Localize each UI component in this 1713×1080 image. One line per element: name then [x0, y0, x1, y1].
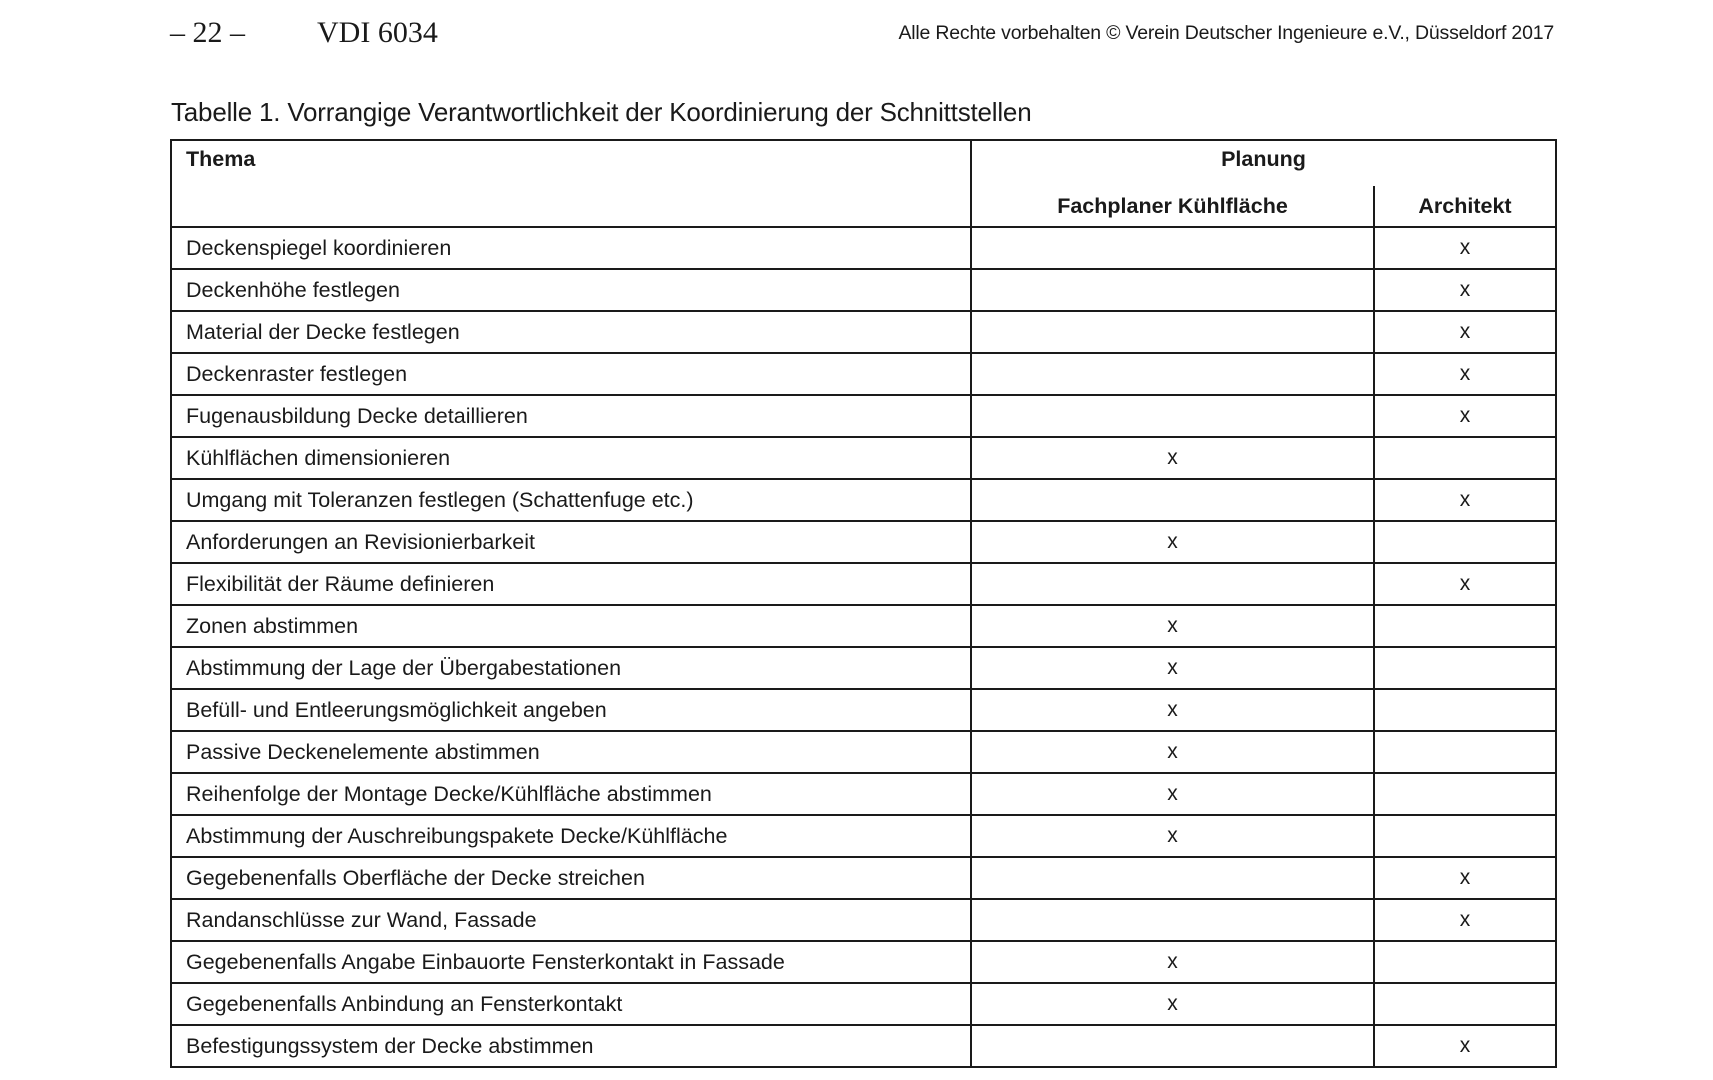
copyright-notice: Alle Rechte vorbehalten © Verein Deutscher Ingenieure e.V., Düsseldorf 2017: [898, 22, 1554, 44]
cell-thema: Deckenraster festlegen: [171, 353, 971, 395]
cell-thema: Umgang mit Toleranzen festlegen (Schattenfuge etc.): [171, 479, 971, 521]
cell-thema: Gegebenenfalls Anbindung an Fensterkontakt: [171, 983, 971, 1025]
table-row: [171, 605, 1556, 647]
table-row: [171, 479, 1556, 521]
table-row: [171, 269, 1556, 311]
cell-fachplaner-mark: [971, 899, 1374, 941]
cell-architekt-mark: [1374, 605, 1556, 647]
cell-architekt-mark: x: [1374, 857, 1556, 899]
table-row: [171, 437, 1556, 479]
cell-thema: Abstimmung der Auschreibungspakete Decke/Kühlfläche: [171, 815, 971, 857]
column-header-thema: Thema: [171, 140, 971, 227]
cell-thema: Reihenfolge der Montage Decke/Kühlfläche abstimmen: [171, 773, 971, 815]
table-row: [171, 521, 1556, 563]
table-row: [171, 353, 1556, 395]
cell-thema: Randanschlüsse zur Wand, Fassade: [171, 899, 971, 941]
cell-thema: Deckenspiegel koordinieren: [171, 227, 971, 269]
table-row: [171, 857, 1556, 899]
cell-architekt-mark: x: [1374, 311, 1556, 353]
cell-architekt-mark: [1374, 437, 1556, 479]
cell-architekt-mark: [1374, 983, 1556, 1025]
cell-architekt-mark: x: [1374, 269, 1556, 311]
cell-thema: Zonen abstimmen: [171, 605, 971, 647]
table-row: [171, 1025, 1556, 1067]
table-body: [171, 227, 1556, 1067]
table-row: [171, 563, 1556, 605]
cell-fachplaner-mark: [971, 227, 1374, 269]
table-row: [171, 983, 1556, 1025]
cell-architekt-mark: x: [1374, 353, 1556, 395]
table-caption: Tabelle 1. Vorrangige Verantwortlichkeit der Koordinierung der Schnittstellen: [171, 97, 1032, 127]
cell-fachplaner-mark: x: [971, 605, 1374, 647]
cell-thema: Anforderungen an Revisionierbarkeit: [171, 521, 971, 563]
cell-architekt-mark: x: [1374, 479, 1556, 521]
cell-architekt-mark: [1374, 731, 1556, 773]
cell-architekt-mark: [1374, 521, 1556, 563]
cell-architekt-mark: [1374, 815, 1556, 857]
cell-fachplaner-mark: [971, 353, 1374, 395]
cell-thema: Deckenhöhe festlegen: [171, 269, 971, 311]
cell-architekt-mark: x: [1374, 1025, 1556, 1067]
cell-architekt-mark: [1374, 689, 1556, 731]
column-header-architekt: Architekt: [1374, 186, 1556, 227]
cell-fachplaner-mark: x: [971, 731, 1374, 773]
cell-fachplaner-mark: x: [971, 437, 1374, 479]
cell-thema: Fugenausbildung Decke detaillieren: [171, 395, 971, 437]
cell-fachplaner-mark: x: [971, 773, 1374, 815]
cell-architekt-mark: x: [1374, 227, 1556, 269]
cell-thema: Kühlflächen dimensionieren: [171, 437, 971, 479]
table-row: [171, 815, 1556, 857]
cell-architekt-mark: x: [1374, 899, 1556, 941]
page-number: – 22 –: [170, 16, 245, 49]
cell-fachplaner-mark: [971, 395, 1374, 437]
cell-thema: Abstimmung der Lage der Übergabestationen: [171, 647, 971, 689]
table-row: [171, 899, 1556, 941]
cell-fachplaner-mark: x: [971, 983, 1374, 1025]
cell-thema: Passive Deckenelemente abstimmen: [171, 731, 971, 773]
cell-architekt-mark: [1374, 941, 1556, 983]
cell-thema: Flexibilität der Räume definieren: [171, 563, 971, 605]
cell-fachplaner-mark: [971, 857, 1374, 899]
cell-fachplaner-mark: [971, 311, 1374, 353]
table-row: [171, 731, 1556, 773]
cell-thema: Befestigungssystem der Decke abstimmen: [171, 1025, 971, 1067]
document-id: VDI 6034: [317, 16, 438, 49]
cell-fachplaner-mark: [971, 479, 1374, 521]
cell-thema: Befüll- und Entleerungsmöglichkeit angeben: [171, 689, 971, 731]
table-row: [171, 941, 1556, 983]
cell-thema: Gegebenenfalls Angabe Einbauorte Fensterkontakt in Fassade: [171, 941, 971, 983]
column-header-fachplaner: Fachplaner Kühlfläche: [971, 186, 1374, 227]
cell-fachplaner-mark: [971, 269, 1374, 311]
cell-thema: Material der Decke festlegen: [171, 311, 971, 353]
table-row: [171, 689, 1556, 731]
cell-fachplaner-mark: [971, 1025, 1374, 1067]
cell-architekt-mark: [1374, 773, 1556, 815]
cell-fachplaner-mark: x: [971, 815, 1374, 857]
cell-thema: Gegebenenfalls Oberfläche der Decke streichen: [171, 857, 971, 899]
table-row: [171, 647, 1556, 689]
cell-fachplaner-mark: x: [971, 689, 1374, 731]
table-row: [171, 395, 1556, 437]
cell-architekt-mark: [1374, 647, 1556, 689]
responsibility-table: [170, 139, 1557, 1068]
cell-architekt-mark: x: [1374, 563, 1556, 605]
cell-fachplaner-mark: x: [971, 941, 1374, 983]
cell-architekt-mark: x: [1374, 395, 1556, 437]
column-header-planung: Planung: [971, 140, 1556, 186]
cell-fachplaner-mark: x: [971, 521, 1374, 563]
cell-fachplaner-mark: [971, 563, 1374, 605]
cell-fachplaner-mark: x: [971, 647, 1374, 689]
table-row: [171, 773, 1556, 815]
table-row: [171, 227, 1556, 269]
table-row: [171, 311, 1556, 353]
